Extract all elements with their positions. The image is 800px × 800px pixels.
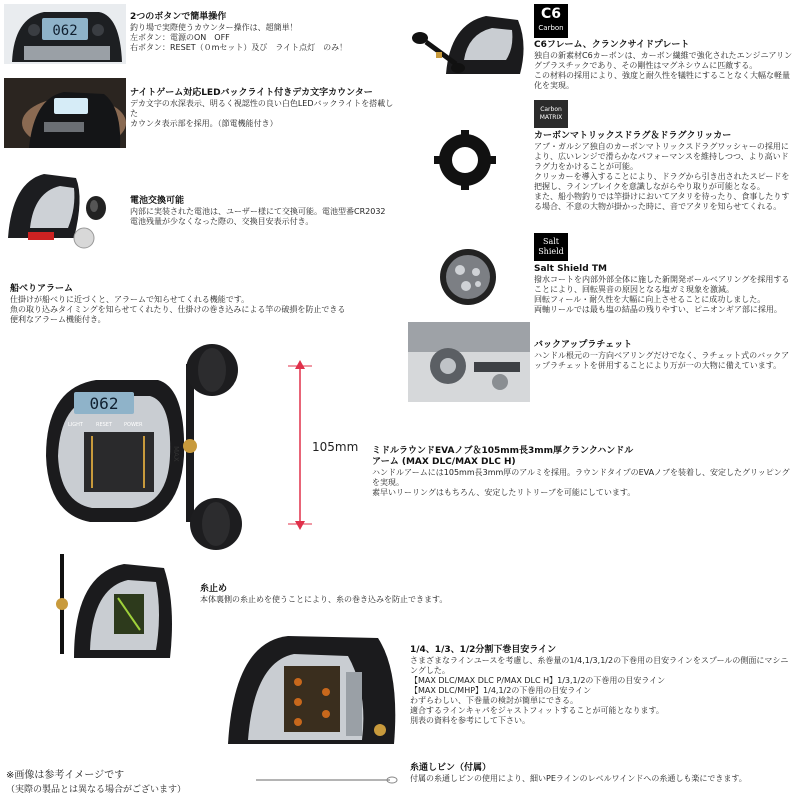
- drag-badge-label: Carbon MATRIX: [539, 106, 563, 121]
- c6-badge-label: C6: [540, 6, 561, 22]
- c6-title: C6フレーム、クランクサイドプレート: [534, 40, 690, 50]
- c6-badge-sub: Carbon: [538, 24, 564, 32]
- bobbin-block: [410, 763, 796, 784]
- backlight-text: デカ文字の水深表示、明るく視認性の良い白色LEDバックライトを搭載した カウンタ表示部を採用。（節電機能付き）: [130, 99, 394, 128]
- backup-photo: [408, 322, 530, 402]
- counter-photo: [4, 4, 126, 64]
- bobbin-text: 付属の糸通しビンの使用により、細いPEラインのレベルワインドへの糸通しも楽にできます。: [410, 774, 747, 783]
- saltshield-badge: [534, 233, 568, 261]
- backlight-photo: [4, 78, 126, 148]
- drag-photo: [430, 128, 500, 192]
- drag-title: カーボンマトリックスドラグ＆ドラグクリッカー: [534, 131, 732, 141]
- linemark-photo: [228, 632, 400, 744]
- counter-label-reset: RESET: [96, 422, 113, 428]
- buttons-block: [130, 12, 390, 53]
- handle-title: ミドルラウンドEVAノブ＆105mm長3mm厚クランクハンドル アーム (MAX DLC/MAX DLC H): [372, 446, 634, 467]
- saltshield-badge-label: Salt Shield: [538, 237, 564, 256]
- buttons-text: 釣り場で実際使うカウンター操作は、超簡単！ 左ボタン：電源のON OFF 右ボタン：RESET（０mセット）及び ライト点灯 のみ！: [130, 23, 348, 52]
- saltshield-title: Salt Shield TM: [534, 264, 607, 274]
- battery-block: [130, 196, 400, 227]
- linestop-text: 本体裏側の糸止めを使うことにより、糸の巻き込みを防止できます。: [200, 595, 448, 604]
- c6-badge: [534, 4, 568, 38]
- handle-text: ハンドルアームには105mm長3mm厚のアルミを採用。ラウンドタイプのEVAノブを装着し、安定したグリッピングを実現。 素早いリーリングはもちろん、安定したリトリーブを可能にしています。: [372, 468, 790, 497]
- counter-label-light: LIGHT: [68, 422, 83, 428]
- alarm-block: [10, 284, 400, 325]
- saltshield-photo: [432, 246, 504, 308]
- handle-block: [372, 446, 792, 498]
- alarm-text: 仕掛けが船べりに近づくと、アラームで知らせてくれる機能です。 魚の取り込みタイミングを知らせてくれたり、仕掛けの巻き込みによる竿の破損を防止できる 便利なアラーム機能付き。: [10, 295, 346, 324]
- counter-label-power: POWER: [124, 422, 143, 428]
- bobbin-title: 糸通しビン（付属）: [410, 763, 492, 773]
- battery-title: 電池交換可能: [130, 196, 185, 206]
- battery-photo: [4, 168, 126, 250]
- linestop-title: 糸止め: [200, 584, 228, 594]
- backlight-block: [130, 88, 400, 129]
- dimension-line: [288, 360, 312, 530]
- linemark-block: [410, 645, 796, 726]
- threader-photo: [250, 774, 400, 786]
- counter-digits: 062: [52, 23, 78, 39]
- main-reel-photo: [40, 336, 280, 550]
- drag-text: アブ・ガルシア独自のカーボンマトリックスドラグワッシャーの採用により、広いレンジで滑らかなパフォーマンスを維持しつつ、より高いドラグ力をかけることが可能。 クリッカーを導入することにより、ドラグから引き出されたスピードを把握し、ラインブレイクを意識しながらやり取りが可能となる。 また、船小物釣りでは竿掛けにおいてアタリを待ったり、食事したりする場合、不意の大物が掛かった時に、音でアタリを知らせてくれる。: [534, 142, 790, 211]
- backup-block: [534, 340, 796, 371]
- c6-photo: [406, 4, 530, 88]
- dimension-label: 105mm: [312, 440, 359, 454]
- linemark-text: さまざまなラインユースを考慮し、糸巻量の1/4,1/3,1/2の下巻用の目安ラインをスプールの側面にマシニングした。 【MAX DLC/MAX DLC P/MAX DLC H】1/3,1/2の下巻用の目安ライン 【MAX DLC/MHP】1/4,1/2の下巻用の目安ライン わずらわしい、下巻量の検討が簡単にできる。 適合するラインキャパをジャストフィットすることが可能となります。 別表の資料を参考にして下さい。: [410, 656, 789, 725]
- alarm-title: 船べりアラーム: [10, 284, 74, 294]
- backup-text: ハンドル根元の一方向ベアリングだけでなく、ラチェット式のバックアップラチェットを併用することにより万が一の大物に備えています。: [534, 351, 790, 370]
- drag-badge: [534, 100, 568, 128]
- footnote-line1: ※画像は参考イメージです: [6, 770, 125, 781]
- footnote-line2: （実際の製品とは異なる場合がございます）: [6, 785, 187, 795]
- reel-brand-label: MAX: [172, 446, 180, 462]
- linestop-block: [200, 584, 520, 605]
- buttons-title: 2つのボタンで簡単操作: [130, 12, 227, 22]
- linestop-photo: [44, 554, 178, 662]
- backup-title: バックアップラチェット: [534, 340, 633, 350]
- saltshield-text: 撥水コートを内部外部全体に施した新開発ボールベアリングを採用することにより、回転異音の原因となる塩ガミ現象を激減。 回転フィール・耐久性を大幅に向上させることに成功しました。 両軸リールでは最も塩の結晶の残りやすい、ピニオンギア部に採用。: [534, 275, 790, 314]
- battery-text: 内部に実装された電池は、ユーザー様にて交換可能。電池型番CR2032 電池残量が少なくなった際の、交換目安表示付き。: [130, 207, 386, 226]
- drag-block: [534, 131, 796, 212]
- c6-block: [534, 40, 796, 91]
- c6-text: 独自の新素材C6カーボンは、カーボン繊維で強化されたエンジニアリングプラスチックであり、その剛性はマグネシウムに匹敵する。 この材料の採用により、強度と耐久性を犠牲にすることなく大幅な軽量化を実現。: [534, 51, 793, 90]
- linemark-title: 1/4、1/3、1/2分割下巻目安ライン: [410, 645, 557, 655]
- saltshield-block: [534, 264, 796, 315]
- backlight-title: ナイトゲーム対応LEDバックライト付きデカ文字カウンター: [130, 88, 373, 98]
- main-counter-digits: 062: [89, 394, 119, 413]
